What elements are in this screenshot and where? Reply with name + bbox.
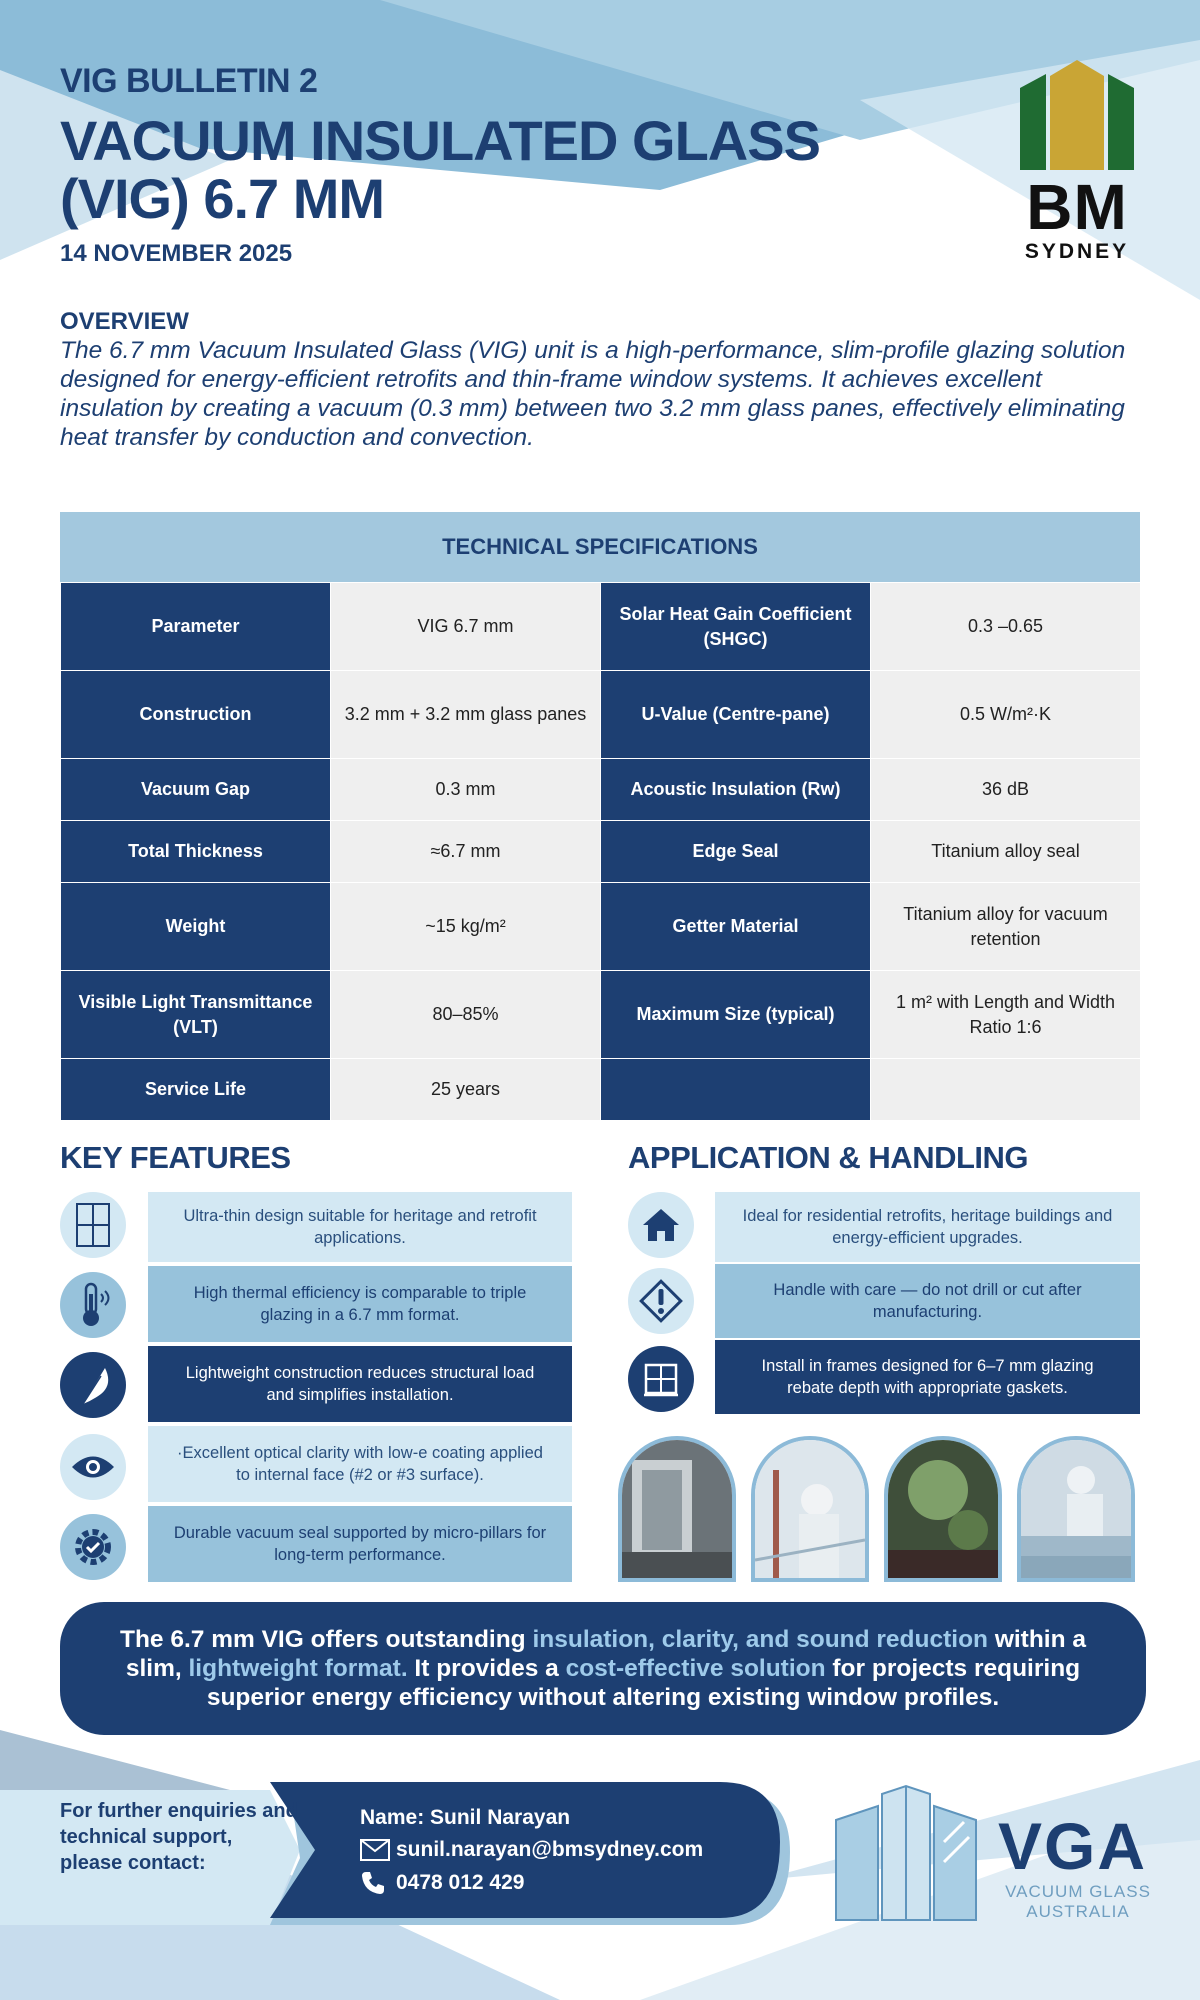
gear-check-icon — [60, 1514, 126, 1580]
vga-subtitle-line: AUSTRALIA — [1026, 1902, 1130, 1921]
summary-highlight: cost-effective solution — [565, 1655, 826, 1682]
contact-phone[interactable]: 0478 012 429 — [396, 1871, 525, 1894]
application-icon-wrap — [628, 1192, 694, 1258]
spec-value: 0.3 –0.65 — [871, 583, 1141, 671]
contact-email[interactable]: sunil.narayan@bmsydney.com — [396, 1838, 704, 1861]
photo-glass-edge — [884, 1436, 1002, 1582]
window-icon — [60, 1192, 126, 1258]
spec-row — [61, 1059, 1141, 1121]
window-frame-icon — [628, 1346, 694, 1412]
spec-table — [60, 582, 1141, 1121]
spec-value: 0.5 W/m²·K — [871, 671, 1141, 759]
spec-value: Titanium alloy for vacuum retention — [871, 883, 1141, 971]
summary-banner — [60, 1602, 1146, 1735]
title-line-2: (VIG) 6.7 MM — [60, 167, 385, 230]
building-logo-icon — [1018, 60, 1136, 170]
spec-row — [61, 883, 1141, 971]
spec-value: 25 years — [331, 1059, 601, 1121]
key-features-heading: KEY FEATURES — [60, 1140, 291, 1175]
spec-row — [61, 759, 1141, 821]
spec-value: 36 dB — [871, 759, 1141, 821]
photo-worker-glass — [751, 1436, 869, 1582]
phone-icon — [360, 1870, 386, 1896]
spec-key: Total Thickness — [61, 821, 331, 883]
spec-value: 0.3 mm — [331, 759, 601, 821]
bm-logo-city: SYDNEY — [1024, 240, 1130, 263]
feature-icon-wrap — [60, 1514, 126, 1580]
spec-key — [601, 1059, 871, 1121]
spec-key: Visible Light Transmittance (VLT) — [61, 971, 331, 1059]
spec-key: Weight — [61, 883, 331, 971]
spec-value: 3.2 mm + 3.2 mm glass panes — [331, 671, 601, 759]
feature-item: Lightweight construction reduces structural load and simplifies installation. — [148, 1346, 572, 1422]
email-icon — [360, 1839, 390, 1861]
spec-row — [61, 821, 1141, 883]
vga-logo-text: VGA — [998, 1809, 1148, 1883]
feature-item: Ultra-thin design suitable for heritage and retrofit applications. — [148, 1192, 572, 1262]
feather-icon — [60, 1352, 126, 1418]
spec-value: VIG 6.7 mm — [331, 583, 601, 671]
photo-cleanroom — [1017, 1436, 1135, 1582]
spec-value — [871, 1059, 1141, 1121]
application-icon-wrap — [628, 1346, 694, 1412]
spec-key: U-Value (Centre-pane) — [601, 671, 871, 759]
vga-logo-subtitle — [1000, 1882, 1156, 1922]
spec-key: Service Life — [61, 1059, 331, 1121]
warning-icon — [628, 1268, 694, 1334]
spec-key: Getter Material — [601, 883, 871, 971]
spec-value: 80–85% — [331, 971, 601, 1059]
spec-key: Vacuum Gap — [61, 759, 331, 821]
bm-logo-text: BM — [1026, 171, 1128, 243]
spec-row — [61, 971, 1141, 1059]
application-heading: APPLICATION & HANDLING — [628, 1140, 1029, 1175]
spec-key: Solar Heat Gain Coefficient (SHGC) — [601, 583, 871, 671]
feature-item: High thermal efficiency is comparable to triple glazing in a 6.7 mm format. — [148, 1266, 572, 1342]
spec-key: Maximum Size (typical) — [601, 971, 871, 1059]
spec-row — [61, 671, 1141, 759]
application-item: Ideal for residential retrofits, heritage buildings and energy-efficient upgrades. — [715, 1192, 1140, 1262]
feature-item: ·Excellent optical clarity with low-e coating applied to internal face (#2 or #3 surface). — [148, 1426, 572, 1502]
summary-text-part: It provides a — [407, 1655, 566, 1682]
spec-key: Construction — [61, 671, 331, 759]
spec-value: ≈6.7 mm — [331, 821, 601, 883]
summary-highlight: lightweight format. — [188, 1655, 408, 1682]
house-icon — [628, 1192, 694, 1258]
publish-date: 14 NOVEMBER 2025 — [60, 240, 293, 267]
summary-text-part: for projects requiring superior energy efficiency without altering existing window profiles. — [206, 1655, 1081, 1711]
bm-sydney-logo — [1018, 60, 1136, 270]
feature-item: Durable vacuum seal supported by micro-pillars for long-term performance. — [148, 1506, 572, 1582]
contact-email-row — [360, 1838, 703, 1862]
vga-glass-logo-icon — [834, 1782, 984, 1922]
eye-icon — [60, 1434, 126, 1500]
spec-value: Titanium alloy seal — [871, 821, 1141, 883]
spec-value: 1 m² with Length and Width Ratio 1:6 — [871, 971, 1141, 1059]
spec-key: Acoustic Insulation (Rw) — [601, 759, 871, 821]
contact-phone-row — [360, 1870, 524, 1896]
thermometer-icon — [60, 1272, 126, 1338]
application-item: Handle with care — do not drill or cut after manufacturing. — [715, 1264, 1140, 1338]
feature-icon-wrap — [60, 1434, 126, 1500]
overview-text: The 6.7 mm Vacuum Insulated Glass (VIG) unit is a high-performance, slim-profile glazing solution designed for energy-efficient retrofits and thin-frame window systems. It achieves excellent insulation by creating a vacuum (0.3 mm) between two 3.2 mm glass panes, effectively eliminating heat transfer by conduction and convection. — [60, 337, 1126, 451]
application-icon-wrap — [628, 1268, 694, 1334]
spec-key: Edge Seal — [601, 821, 871, 883]
overview-heading: OVERVIEW — [60, 308, 189, 335]
summary-text-part: within a slim, — [125, 1626, 1087, 1682]
bulletin-label: VIG BULLETIN 2 — [60, 62, 318, 100]
feature-icon-wrap — [60, 1192, 126, 1258]
feature-icon-wrap — [60, 1352, 126, 1418]
contact-prompt: For further enquiries and technical support, please contact: — [60, 1800, 298, 1874]
page-title — [60, 109, 880, 230]
technical-specifications — [60, 512, 1140, 1121]
contact-name: Name: Sunil Narayan — [360, 1806, 571, 1829]
vga-subtitle-line: VACUUM GLASS — [1005, 1882, 1151, 1901]
feature-icon-wrap — [60, 1272, 126, 1338]
photo-window-frame — [618, 1436, 736, 1582]
application-item: Install in frames designed for 6–7 mm glazing rebate depth with appropriate gaskets. — [715, 1340, 1140, 1414]
summary-text — [90, 1625, 1116, 1712]
spec-row — [61, 583, 1141, 671]
summary-highlight: insulation, clarity, and sound reduction — [532, 1626, 989, 1653]
title-line-1: VACUUM INSULATED GLASS — [60, 109, 820, 172]
spec-value: ~15 kg/m² — [331, 883, 601, 971]
summary-text-part: The 6.7 mm VIG offers outstanding — [119, 1626, 533, 1653]
spec-key: Parameter — [61, 583, 331, 671]
spec-table-title: TECHNICAL SPECIFICATIONS — [60, 512, 1140, 582]
